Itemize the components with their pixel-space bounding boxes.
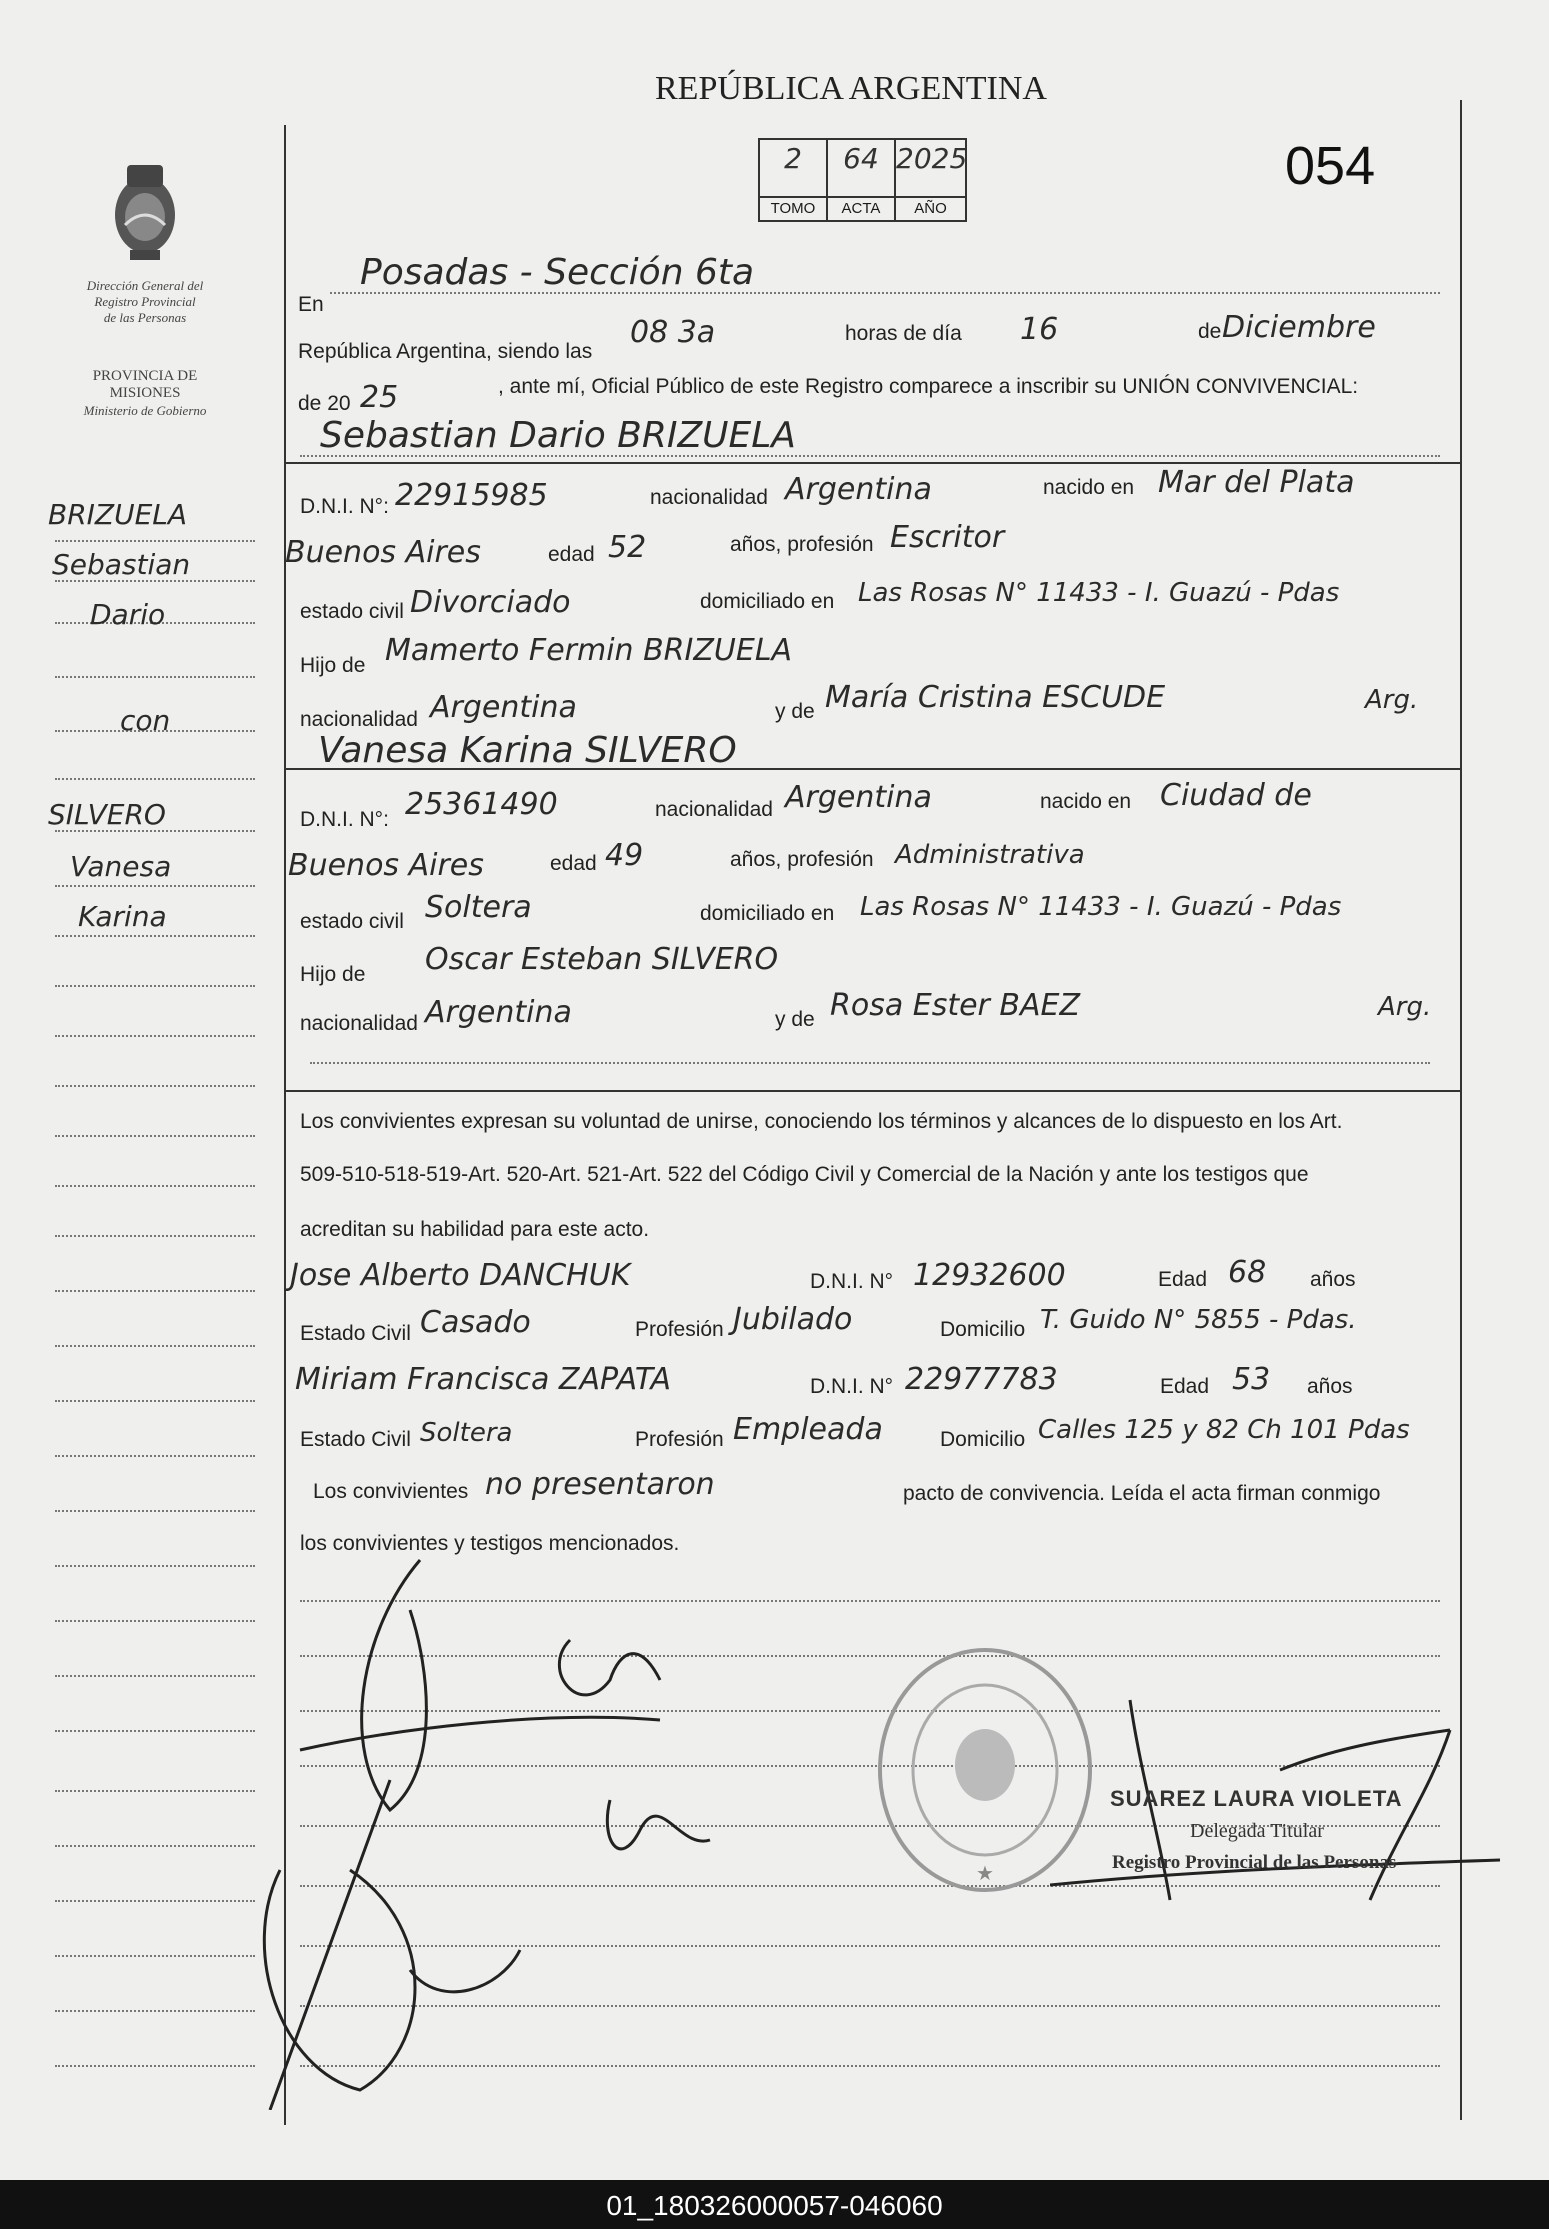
t2-name-value: Miriam Francisca ZAPATA [295, 1362, 671, 1397]
section-divider-3 [286, 1090, 1460, 1092]
c1-hijo-label: Hijo de [300, 654, 366, 677]
registrar-office: Registro Provincial de las Personas [1112, 1852, 1397, 1873]
declaracion-line3: acreditan su habilidad para este acto. [300, 1218, 650, 1241]
horas-label: horas de día [845, 322, 962, 345]
de20-label: de 20 [298, 392, 351, 415]
c1-civil-label: estado civil [300, 600, 404, 623]
c1-padre-value: Mamerto Fermin BRIZUELA [385, 633, 793, 668]
t1-edad-value: 68 [1228, 1255, 1267, 1290]
c1-lugarnac2-value: Buenos Aires [285, 535, 481, 570]
registrar-role: Delegada Titular [1190, 1820, 1324, 1842]
c2-dni-label: D.N.I. N°: [300, 808, 389, 831]
anio-value: 2025 [896, 142, 968, 175]
c1-madrenac-value: Arg. [1365, 685, 1419, 715]
logo-province [55, 368, 235, 419]
c2-dni-value: 25361490 [405, 787, 558, 822]
c1-anios-label: años, profesión [730, 533, 874, 556]
t1-dom-label: Domicilio [940, 1318, 1026, 1341]
section-divider-1 [286, 462, 1460, 464]
cierre-post: pacto de convivencia. Leída el acta firman conmigo [903, 1482, 1381, 1505]
margin-c1-surname: BRIZUELA [48, 498, 188, 531]
margin-con: con [120, 704, 171, 737]
t1-dni-label: D.N.I. N° [810, 1270, 894, 1293]
margin-c2-surname: SILVERO [48, 798, 166, 831]
c2-madre-value: Rosa Ester BAEZ [830, 988, 1081, 1023]
c2-hijo-label: Hijo de [300, 963, 366, 986]
anio-cell [896, 140, 968, 220]
logo-agency-line1: Dirección General del [86, 278, 204, 293]
signature-scribbles [240, 1550, 740, 2110]
t1-dom-value: T. Guido N° 5855 - Pdas. [1040, 1305, 1357, 1335]
c1-edad-label: edad [548, 543, 595, 566]
c1-nac-value: Argentina [785, 472, 932, 507]
t1-name-value: Jose Alberto DANCHUK [290, 1258, 631, 1293]
c1-nac-label: nacionalidad [650, 486, 768, 509]
c2-end-line [310, 1062, 1430, 1064]
anio-label: AÑO [896, 196, 965, 220]
c2-padrenac-value: Argentina [425, 995, 572, 1030]
t2-dni-value: 22977783 [905, 1362, 1058, 1397]
margin-c2-name2: Karina [78, 900, 167, 933]
t2-dom-label: Domicilio [940, 1428, 1026, 1451]
t2-edad-label: Edad [1160, 1375, 1210, 1398]
c1-madre-value: María Cristina ESCUDE [825, 680, 1166, 715]
c2-nac-value: Argentina [785, 780, 932, 815]
c2-madrenac-value: Arg. [1378, 992, 1432, 1022]
t2-anios-label: años [1307, 1375, 1353, 1398]
en-label: En [298, 293, 324, 316]
tomo-label: TOMO [760, 196, 826, 220]
mes-value: Diciembre [1222, 310, 1376, 345]
t2-civil-label: Estado Civil [300, 1428, 411, 1451]
t1-prof-value: Jubilado [733, 1302, 853, 1337]
ante-label: , ante mí, Oficial Público de este Registro comparece a inscribir su UNIÓN CONVIVENCIAL: [498, 375, 1359, 398]
anio-value: 25 [360, 380, 399, 415]
c1-lugarnac-value: Mar del Plata [1158, 465, 1355, 500]
t1-civil-label: Estado Civil [300, 1322, 411, 1345]
t1-prof-label: Profesión [635, 1318, 724, 1341]
c2-profesion-value: Administrativa [895, 840, 1085, 870]
c2-civil-label: estado civil [300, 910, 404, 933]
t2-civil-value: Soltera [420, 1418, 513, 1448]
logo-province-line2: MISIONES [109, 385, 181, 401]
acta-value: 64 [843, 142, 879, 175]
svg-text:★: ★ [976, 1861, 994, 1885]
t2-dni-label: D.N.I. N° [810, 1375, 894, 1398]
c2-nacido-label: nacido en [1040, 790, 1132, 813]
registrar-name: SUAREZ LAURA VIOLETA [1110, 1786, 1403, 1811]
t2-edad-value: 53 [1232, 1362, 1271, 1397]
lugar-line [330, 292, 1440, 294]
t1-dni-value: 12932600 [913, 1258, 1066, 1293]
c2-civil-value: Soltera [425, 890, 532, 925]
c1-dom-label: domiciliado en [700, 590, 835, 613]
logo-ministry: Ministerio de Gobierno [83, 403, 207, 418]
c1-nac2-label: nacionalidad [300, 708, 418, 731]
margin-c2-name1: Vanesa [70, 850, 172, 883]
tomo-cell [760, 140, 828, 220]
cierre-pre: Los convivientes [313, 1480, 469, 1503]
declaracion-line1: Los convivientes expresan su voluntad de unirse, conociendo los términos y alcances de lo dispuesto en los Art. [300, 1110, 1343, 1133]
folio-number: 054 [1285, 136, 1376, 196]
scan-code: 01_180326000057-046060 [606, 2190, 943, 2221]
provincial-coat-of-arms-icon [105, 155, 185, 265]
rep-label: República Argentina, siendo las [298, 340, 593, 363]
c1-dni-label: D.N.I. N°: [300, 495, 389, 518]
official-seal-icon [870, 1640, 1100, 1900]
c2-edad-value: 49 [605, 838, 644, 873]
lugar-value: Posadas - Sección 6ta [360, 252, 755, 293]
c1-dni-value: 22915985 [395, 478, 548, 513]
dia-value: 16 [1020, 312, 1059, 347]
tomo-value: 2 [784, 142, 802, 175]
de-label: de [1198, 320, 1222, 343]
c2-lugarnac-value: Ciudad de [1160, 778, 1312, 813]
t2-prof-value: Empleada [733, 1412, 883, 1447]
c1-profesion-value: Escritor [890, 520, 1005, 555]
c1-edad-value: 52 [608, 530, 647, 565]
c2-edad-label: edad [550, 852, 597, 875]
country-title: REPÚBLICA ARGENTINA [655, 70, 1047, 107]
c1-padrenac-value: Argentina [430, 690, 577, 725]
c1-yde-label: y de [775, 700, 815, 723]
acta-label: ACTA [828, 196, 894, 220]
margin-c1-name2: Dario [90, 598, 166, 631]
c2-nac2-label: nacionalidad [300, 1012, 418, 1035]
t2-dom-value: Calles 125 y 82 Ch 101 Pdas [1038, 1415, 1410, 1445]
acta-number-box [758, 138, 967, 222]
logo-agency [55, 278, 235, 326]
declaracion-line2: 509-510-518-519-Art. 520-Art. 521-Art. 522 del Código Civil y Comercial de la Nación y ante los testigos que [300, 1163, 1309, 1186]
c1-name-value: Sebastian Dario BRIZUELA [320, 415, 796, 456]
c2-padre-value: Oscar Esteban SILVERO [425, 942, 779, 977]
c2-yde-label: y de [775, 1008, 815, 1031]
t1-civil-value: Casado [420, 1305, 531, 1340]
logo-agency-line3: de las Personas [103, 310, 187, 325]
c1-dom-value: Las Rosas N° 11433 - I. Guazú - Pdas [858, 578, 1340, 608]
t1-edad-label: Edad [1158, 1268, 1208, 1291]
c2-dom-label: domiciliado en [700, 902, 835, 925]
t2-prof-label: Profesión [635, 1428, 724, 1451]
cierre-pacto-value: no presentaron [485, 1467, 715, 1502]
logo-agency-line2: Registro Provincial [94, 294, 196, 309]
c2-anios-label: años, profesión [730, 848, 874, 871]
c1-name-line [300, 455, 1440, 457]
c2-name-value: Vanesa Karina SILVERO [318, 730, 737, 771]
cierre-line2: los convivientes y testigos mencionados. [300, 1532, 680, 1555]
acta-cell [828, 140, 896, 220]
c1-civil-value: Divorciado [410, 585, 571, 620]
margin-c1-name1: Sebastian [52, 548, 191, 581]
hora-value: 08 3a [630, 315, 716, 350]
c2-nac-label: nacionalidad [655, 798, 773, 821]
logo-province-line1: PROVINCIA DE [92, 368, 198, 384]
c1-nacido-label: nacido en [1043, 476, 1135, 499]
t1-anios-label: años [1310, 1268, 1356, 1291]
c2-lugarnac2-value: Buenos Aires [288, 848, 484, 883]
c2-dom-value: Las Rosas N° 11433 - I. Guazú - Pdas [860, 892, 1342, 922]
